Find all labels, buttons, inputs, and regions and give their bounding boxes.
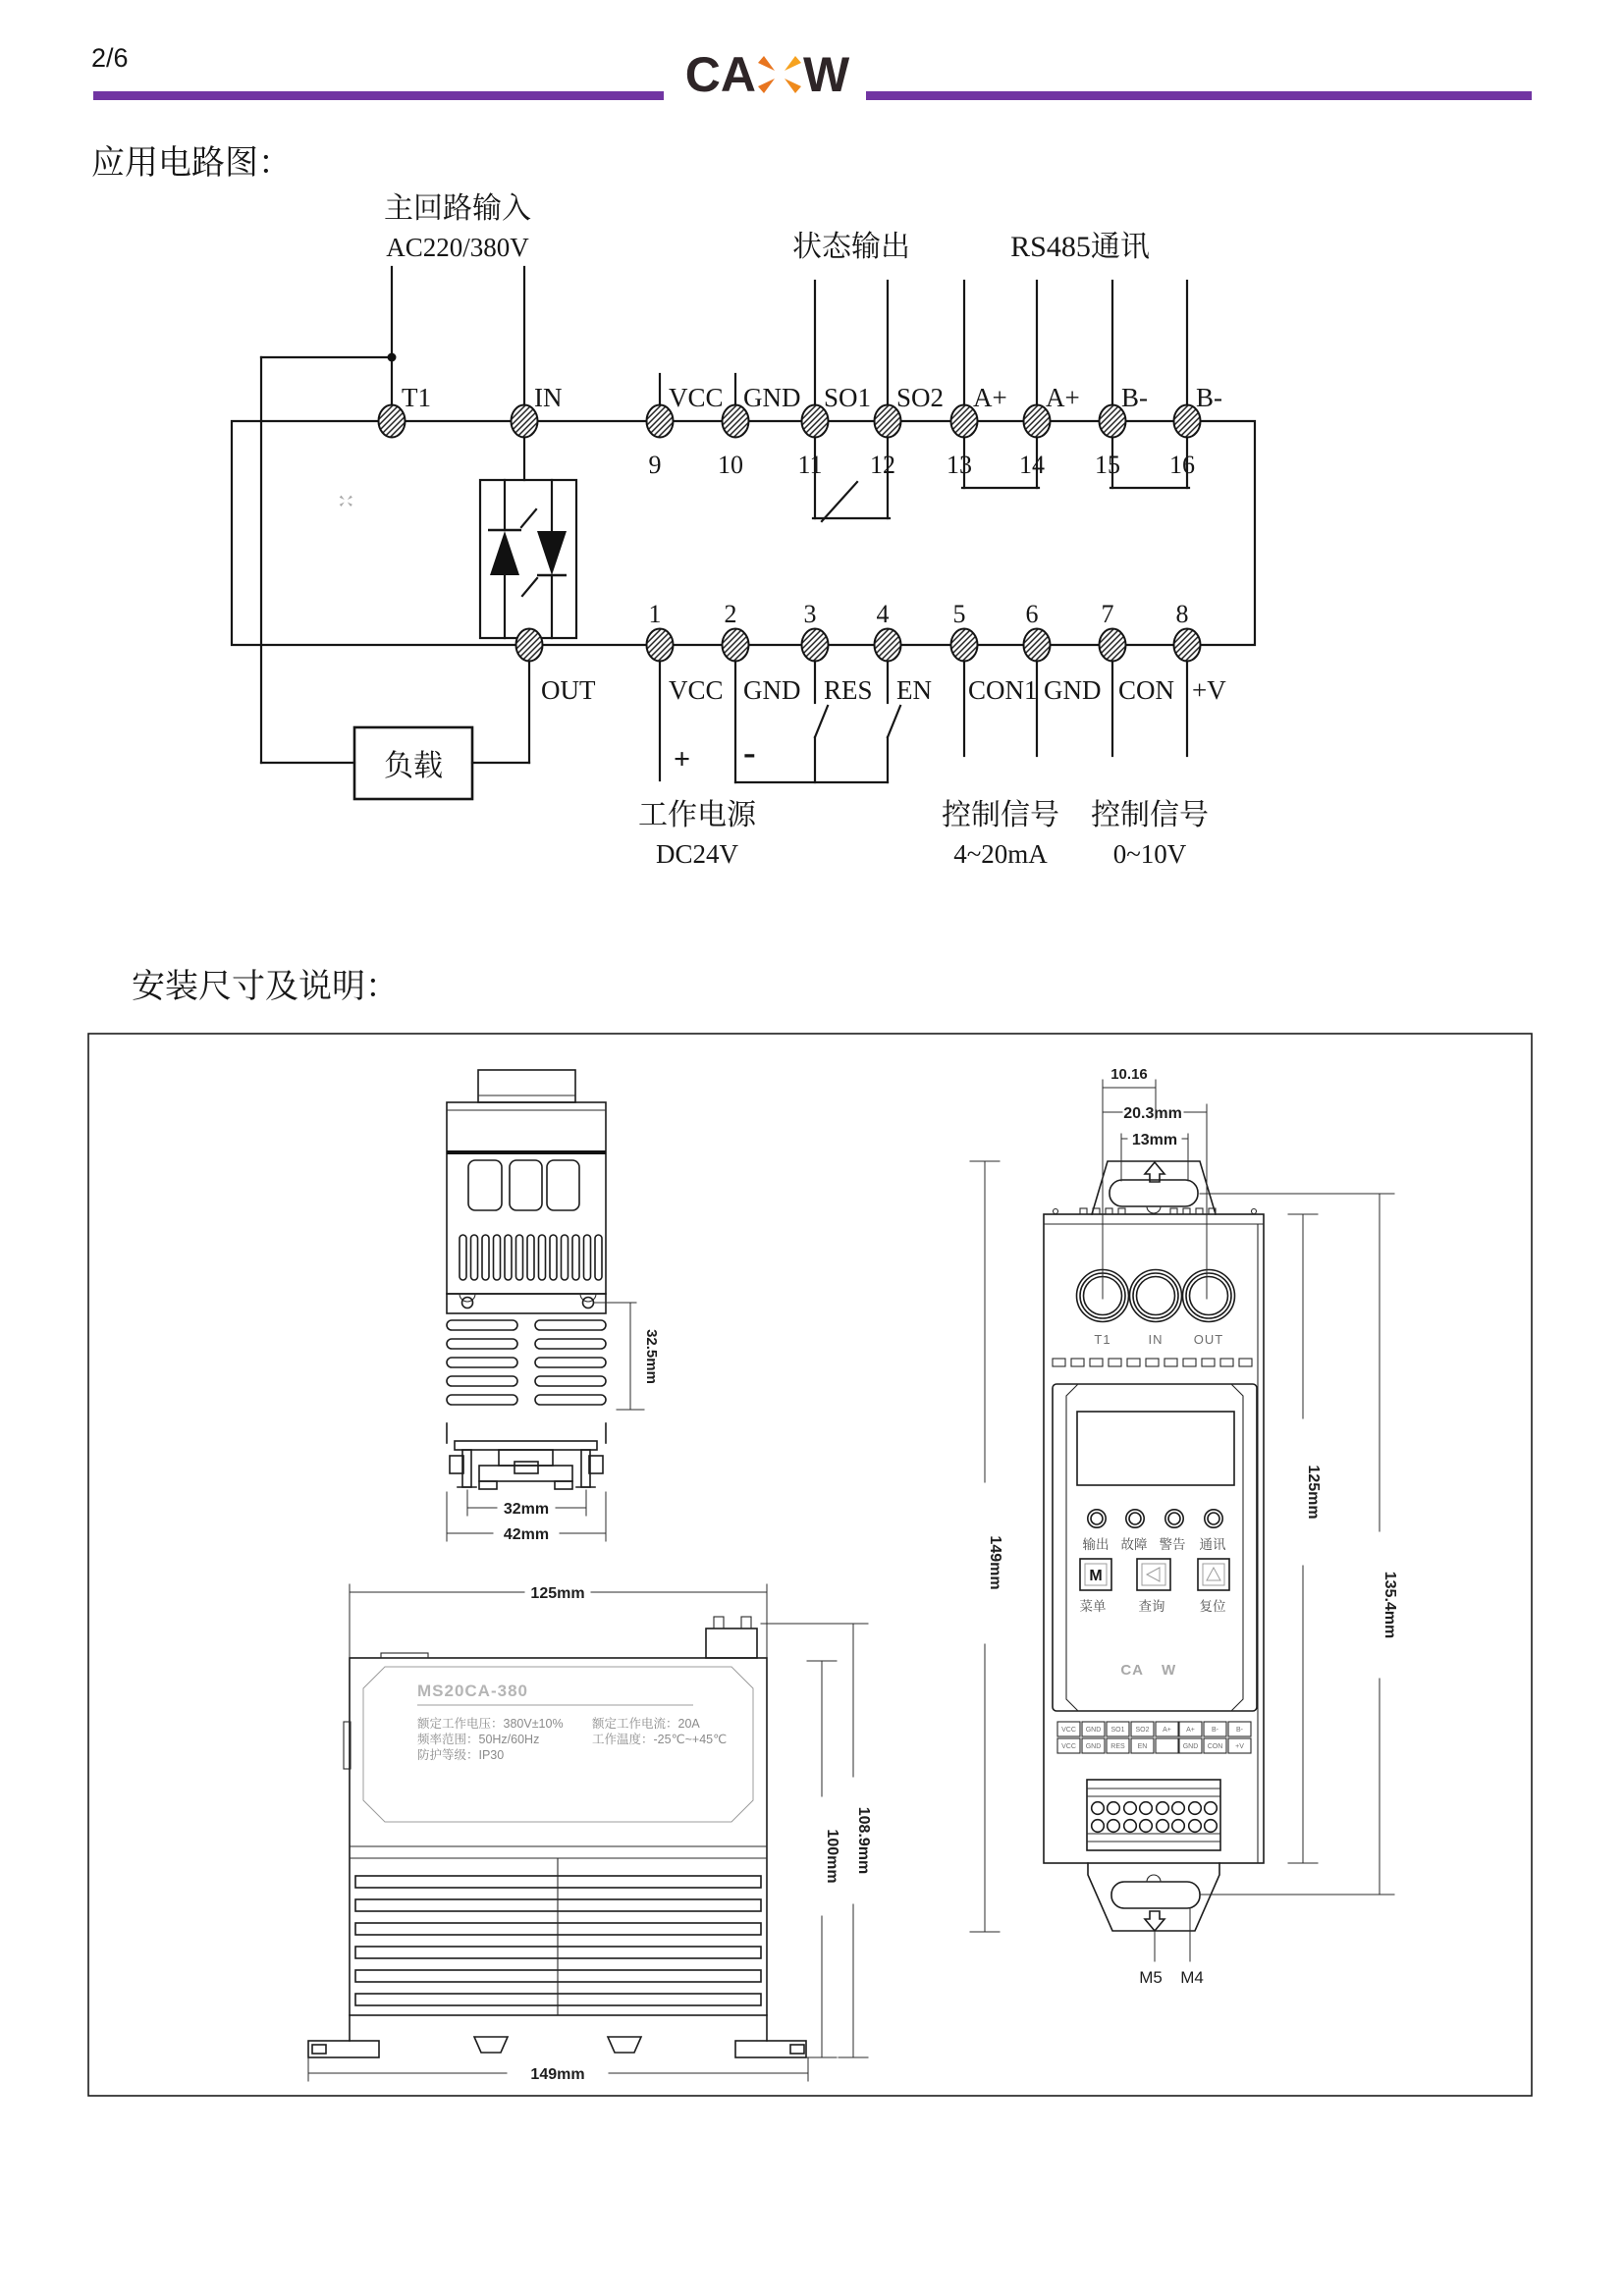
install-section-title: 安装尺寸及说明：	[132, 969, 399, 1005]
front-t1-label: T1	[1094, 1332, 1111, 1347]
term-label: SO2	[896, 383, 945, 412]
spec-ip-rating: 防护等级：IP30	[417, 1748, 505, 1762]
grid-cell: EN	[1137, 1743, 1148, 1750]
vent-slots	[460, 1235, 602, 1280]
term-num: 16	[1169, 451, 1195, 479]
term-label: A+	[1046, 383, 1080, 412]
up-arrow-icon	[1145, 1162, 1164, 1182]
term-num: 9	[648, 451, 662, 479]
btn-label-menu: 菜单	[1079, 1599, 1107, 1614]
panel-logo-w: W	[1162, 1662, 1177, 1679]
screw-m5-label: M5	[1139, 1968, 1163, 1987]
install-drawing-frame	[88, 1034, 1532, 2096]
term-num: 1	[648, 600, 662, 628]
spec-frequency: 频率范围：50Hz/60Hz	[417, 1733, 540, 1746]
term-num: 6	[1025, 600, 1039, 628]
load-label: 负载	[384, 750, 443, 782]
term-label: B-	[1121, 383, 1148, 412]
dim-100: 100mm	[824, 1829, 840, 1884]
grid-cell: SO1	[1110, 1727, 1125, 1734]
out-label: OUT	[541, 675, 596, 705]
main-input-voltage: AC220/380V	[386, 233, 529, 262]
term-label: GND	[743, 675, 801, 705]
led-label-comm: 通讯	[1199, 1537, 1226, 1552]
spec-voltage: 额定工作电压：380V±10%	[417, 1717, 564, 1731]
model-name: MS20CA-380	[417, 1682, 528, 1700]
grid-cell: CON	[1207, 1743, 1223, 1750]
plus-sign: +	[674, 743, 691, 775]
grid-cell: GND	[1085, 1743, 1102, 1750]
term-num: 15	[1095, 451, 1120, 479]
dash-separator-row	[1053, 1359, 1252, 1366]
term-label: RES	[824, 675, 873, 705]
grid-cell: +V	[1235, 1743, 1244, 1750]
term-label: CON	[1118, 675, 1175, 705]
grid-cell: A+	[1186, 1727, 1195, 1734]
header-rule-right	[866, 91, 1532, 100]
term-num: 2	[724, 600, 737, 628]
term-num: 5	[952, 600, 966, 628]
down-arrow-icon	[1145, 1911, 1164, 1931]
side-view-feet	[308, 2015, 806, 2057]
grid-cell: GND	[1085, 1727, 1102, 1734]
front-in-label: IN	[1148, 1332, 1164, 1347]
status-leds	[1088, 1510, 1222, 1527]
power-terminal-circles	[1077, 1270, 1235, 1322]
terminal-marking-grid	[1057, 1722, 1251, 1753]
din-clip-assembly	[447, 1423, 606, 1489]
grid-cell: B-	[1236, 1727, 1243, 1734]
term-label: B-	[1196, 383, 1222, 412]
signal-connector	[1087, 1780, 1220, 1850]
logo-text-ca: CA	[684, 47, 756, 102]
led-label-output: 输出	[1082, 1537, 1110, 1552]
term-label: VCC	[669, 383, 724, 412]
panel-buttons	[1080, 1559, 1229, 1590]
spec-current: 额定工作电流：20A	[592, 1717, 700, 1731]
top-view-drawing	[350, 1070, 767, 1658]
dim-20-3: 20.3mm	[1123, 1105, 1182, 1122]
power-caption: 工作电源	[638, 799, 756, 831]
menu-button-icon: M	[1089, 1568, 1103, 1584]
dim-135-4: 135.4mm	[1381, 1571, 1398, 1639]
logo-x-icon	[758, 56, 801, 93]
term-label: +V	[1192, 675, 1226, 705]
front-view-drawing	[340, 496, 1398, 1987]
spec-temperature: 工作温度：-25℃~+45℃	[592, 1733, 728, 1746]
front-out-label: OUT	[1193, 1332, 1224, 1347]
dim-108-9: 108.9mm	[855, 1806, 872, 1875]
logo-text-w: W	[803, 47, 850, 102]
panel-logo-x-icon	[340, 496, 352, 507]
dim-10-16: 10.16	[1110, 1066, 1148, 1083]
ctrl-a-caption: 控制信号	[942, 799, 1059, 831]
top-terminal-numbers	[649, 451, 1196, 479]
status-output-caption: 状态输出	[792, 231, 910, 263]
caxw-logo	[685, 47, 850, 102]
term-label: VCC	[669, 675, 724, 705]
minus-sign: -	[743, 732, 756, 774]
grid-cell: GND	[1182, 1743, 1199, 1750]
dim-125-front: 125mm	[1305, 1465, 1322, 1520]
term-num: 12	[870, 451, 895, 479]
header-rule-left	[93, 91, 664, 100]
grid-cell: VCC	[1061, 1743, 1076, 1750]
term-num: 7	[1101, 600, 1114, 628]
rs485-caption: RS485通讯	[1010, 231, 1150, 263]
term-num: 8	[1175, 600, 1189, 628]
dim-32-5: 32.5mm	[643, 1329, 660, 1384]
panel-logo	[340, 496, 1176, 1679]
page-header	[91, 43, 1532, 102]
circuit-wires	[232, 267, 1255, 782]
left-triangle-icon	[1147, 1568, 1160, 1581]
term-num: 3	[803, 600, 817, 628]
term-label: A+	[973, 383, 1007, 412]
term-label: GND	[1044, 675, 1102, 705]
grid-cell: B-	[1212, 1727, 1218, 1734]
dim-32: 32mm	[503, 1501, 550, 1518]
t1-label: T1	[402, 383, 431, 412]
top-view-dim-lines	[350, 1303, 767, 1658]
term-num: 14	[1019, 451, 1045, 479]
side-view-drawing	[308, 1617, 872, 2083]
page-number: 2/6	[91, 43, 129, 73]
dim-149-side: 149mm	[530, 2066, 585, 2083]
panel-logo-ca: CA	[1120, 1662, 1144, 1679]
term-num: 11	[797, 451, 823, 479]
term-label: GND	[743, 383, 801, 412]
ctrl-b-value: 0~10V	[1112, 839, 1187, 869]
heatsink-fins-top-view	[447, 1320, 606, 1405]
bottom-terminal-numbers	[649, 600, 1189, 628]
screw-m4-label: M4	[1180, 1968, 1204, 1987]
term-num: 4	[876, 600, 890, 628]
ctrl-b-caption: 控制信号	[1091, 799, 1209, 831]
power-value: DC24V	[655, 839, 739, 869]
dim-125-side-top: 125mm	[530, 1585, 585, 1602]
led-label-warning: 警告	[1159, 1537, 1186, 1552]
term-label: EN	[896, 675, 932, 705]
term-num: 13	[947, 451, 972, 479]
grid-cell: VCC	[1061, 1727, 1076, 1734]
term-num: 10	[718, 451, 743, 479]
application-circuit-diagram	[232, 192, 1255, 869]
dim-149-front: 149mm	[987, 1535, 1003, 1590]
thyristor-symbol	[480, 421, 576, 645]
dim-13: 13mm	[1131, 1132, 1178, 1148]
junction-dot	[388, 353, 397, 362]
grid-cell: RES	[1110, 1743, 1125, 1750]
heatsink-fins-side-view	[355, 1858, 761, 2015]
bottom-terminal-labels	[541, 675, 1226, 705]
btn-label-query: 查询	[1138, 1599, 1165, 1614]
dim-42: 42mm	[503, 1526, 550, 1543]
term-label: CON1	[968, 675, 1038, 705]
btn-label-reset: 复位	[1199, 1599, 1226, 1614]
grid-cell: A+	[1163, 1727, 1171, 1734]
in-label: IN	[534, 383, 563, 412]
grid-cell: SO2	[1135, 1727, 1150, 1734]
circuit-section-title: 应用电路图：	[91, 145, 292, 182]
lcd-display	[1077, 1412, 1234, 1485]
main-input-caption: 主回路输入	[384, 192, 531, 225]
side-view-dim-lines	[308, 1624, 868, 2081]
up-triangle-icon	[1207, 1568, 1220, 1580]
led-label-fault: 故障	[1120, 1537, 1148, 1552]
term-label: SO1	[824, 383, 872, 412]
ctrl-a-value: 4~20mA	[953, 839, 1048, 869]
